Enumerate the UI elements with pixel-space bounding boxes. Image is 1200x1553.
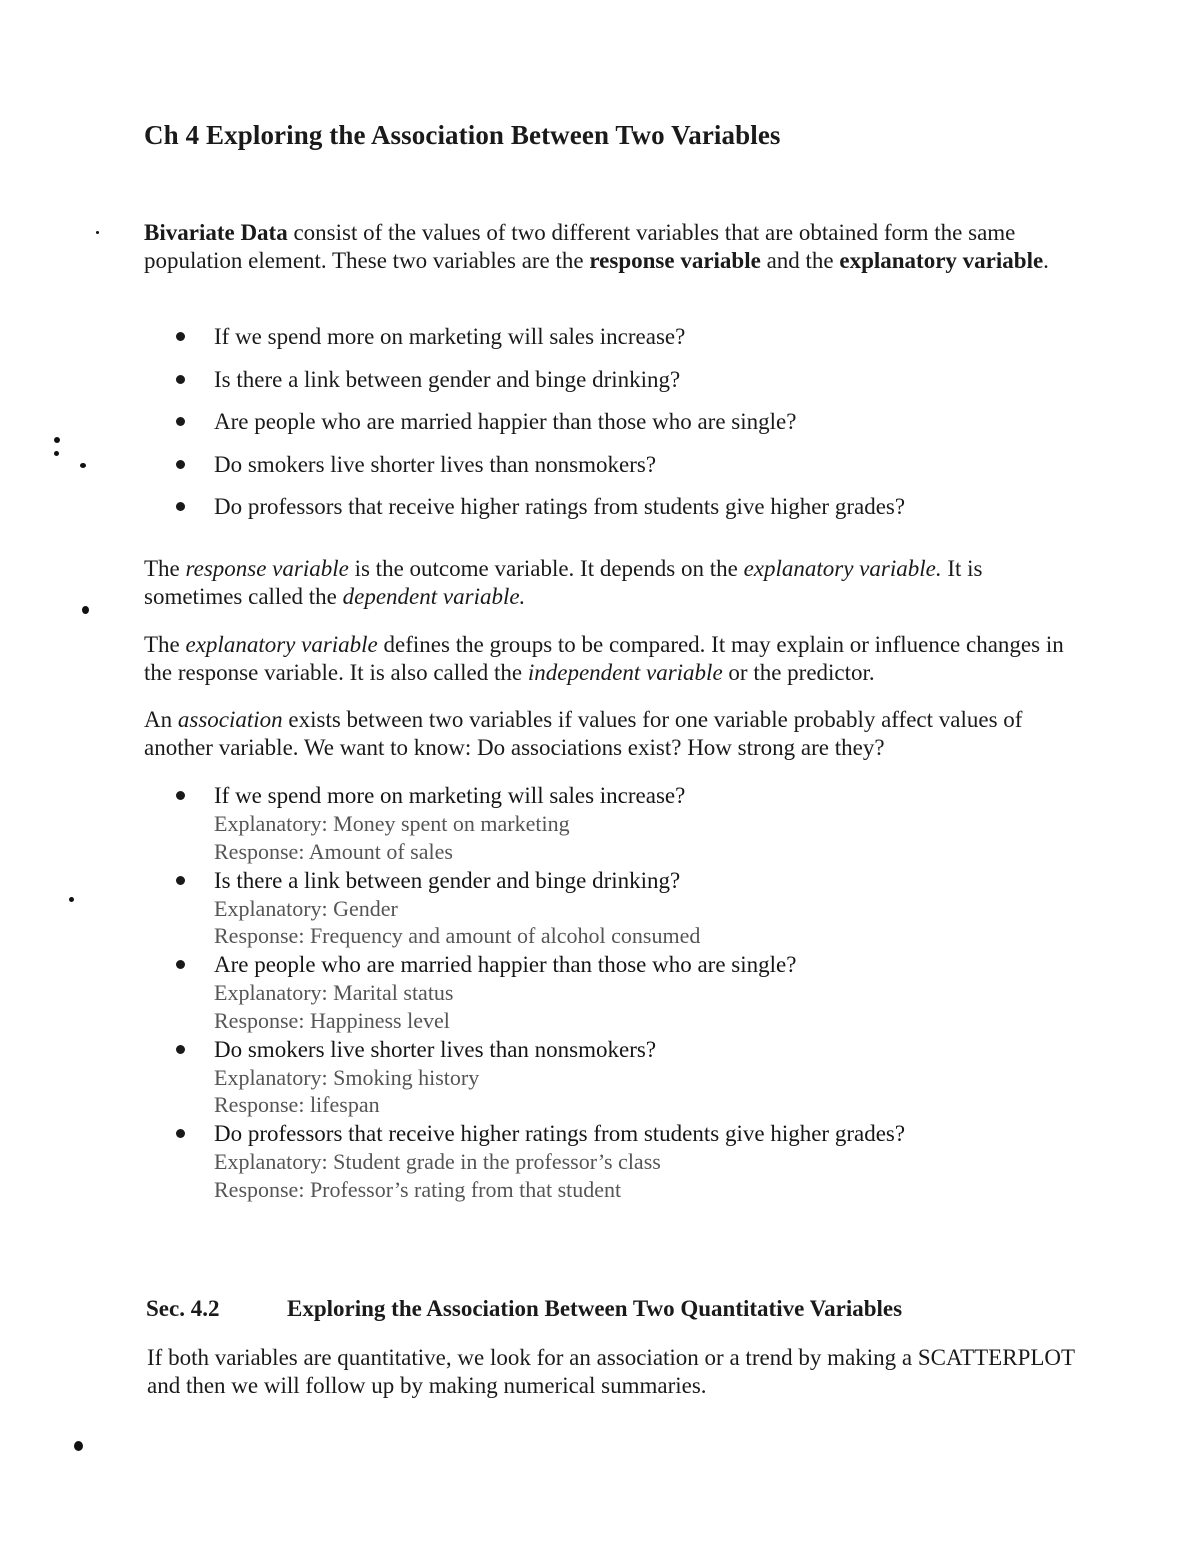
example-response: Response: Frequency and amount of alcohol consumed — [214, 923, 701, 948]
bullet-icon — [176, 876, 185, 885]
bullet-icon — [176, 375, 185, 384]
bullet-icon — [176, 1045, 185, 1054]
bullet-icon — [176, 332, 185, 341]
bivariate-definition — [144, 219, 1074, 275]
response-variable-paragraph — [144, 555, 1074, 611]
example-question: Do smokers live shorter lives than nonsmokers? — [214, 1036, 657, 1062]
response-variable-term: response variable — [589, 248, 761, 273]
list-item — [176, 1120, 905, 1205]
example-explanatory: Explanatory: Gender — [214, 895, 398, 921]
scan-speck — [54, 437, 60, 443]
example-explanatory: Explanatory: Smoking history — [214, 1064, 480, 1090]
section-paragraph: If both variables are quantitative, we look for an association or a trend by making a SCATTERPLOT and then we will follow up by making numerical summaries. — [147, 1345, 1075, 1398]
question-text: Do smokers live shorter lives than nonsmokers? — [214, 451, 657, 477]
section-title: Exploring the Association Between Two Quantitative Variables — [287, 1296, 903, 1321]
example-response: Response: Amount of sales — [214, 838, 453, 864]
explanatory-variable-paragraph — [144, 631, 1074, 687]
list-item — [176, 867, 905, 952]
text-run: defines the groups to be compared. It may explain or influence changes in the response variable. It is also called the — [144, 632, 1064, 685]
italic-term: association — [177, 707, 283, 732]
italic-term: independent variable — [527, 660, 723, 685]
section-heading — [146, 1296, 902, 1322]
italic-term: explanatory variable — [185, 632, 378, 657]
example-response: Response: Professor’s rating from that student — [214, 1176, 622, 1202]
italic-term: dependent variable. — [342, 584, 526, 609]
example-question: Do professors that receive higher ratings from students give higher grades? — [214, 1121, 906, 1146]
list-item — [176, 366, 905, 409]
scan-speck — [96, 231, 99, 234]
list-item — [176, 951, 905, 1036]
text-run: An — [144, 707, 178, 732]
example-explanatory: Explanatory: Student grade in the professor’s class — [214, 1149, 661, 1174]
text-run: or the predictor. — [722, 660, 875, 685]
bullet-icon — [176, 1129, 185, 1138]
italic-term: response variable — [185, 556, 349, 581]
bivariate-text-1: consist of the values of two different variables that are obtained form the same population element. These two variables are the — [144, 220, 1016, 273]
text-run: The — [144, 632, 186, 657]
example-question: Are people who are married happier than those who are single? — [214, 952, 797, 977]
list-item — [176, 323, 905, 366]
list-item — [176, 451, 905, 494]
example-response: Response: lifespan — [214, 1092, 380, 1117]
scan-speck — [54, 451, 59, 456]
scan-speck — [74, 1441, 83, 1451]
bullet-icon — [176, 960, 185, 969]
scan-speck — [82, 606, 89, 614]
text-run: It is sometimes called the — [144, 556, 983, 609]
list-item — [176, 493, 905, 536]
question-list — [176, 323, 905, 536]
section-number: Sec. 4.2 — [146, 1296, 220, 1321]
bivariate-term: Bivariate Data — [144, 220, 288, 245]
association-paragraph — [144, 706, 1074, 762]
italic-term: explanatory variable. — [743, 556, 942, 581]
example-explanatory: Explanatory: Marital status — [214, 980, 454, 1005]
bivariate-text-2: and the — [760, 248, 840, 273]
text-run: exists between two variables if values for one variable probably affect values of another variable. We want to know: Do associations exist? How strong are they? — [144, 707, 1023, 760]
example-question: Is there a link between gender and binge drinking? — [214, 867, 681, 893]
scan-speck — [69, 897, 74, 902]
example-list — [176, 782, 905, 1205]
example-response: Response: Happiness level — [214, 1007, 450, 1033]
text-run: is the outcome variable. It depends on the — [348, 556, 744, 581]
question-text: Is there a link between gender and binge drinking? — [214, 366, 681, 392]
bullet-icon — [176, 417, 185, 426]
page-title: Ch 4 Exploring the Association Between Two Variables — [144, 120, 781, 150]
example-question: If we spend more on marketing will sales increase? — [214, 783, 686, 808]
list-item — [176, 408, 905, 451]
explanatory-variable-term: explanatory variable — [839, 248, 1044, 273]
question-text: If we spend more on marketing will sales increase? — [214, 324, 686, 349]
list-item — [176, 782, 905, 867]
bivariate-text-3: . — [1043, 248, 1049, 273]
question-text: Do professors that receive higher ratings from students give higher grades? — [214, 494, 906, 519]
scan-speck — [80, 463, 86, 468]
bullet-icon — [176, 502, 185, 511]
bullet-icon — [176, 460, 185, 469]
example-explanatory: Explanatory: Money spent on marketing — [214, 811, 570, 836]
text-run: The — [144, 556, 186, 581]
bullet-icon — [176, 791, 185, 800]
question-text: Are people who are married happier than those who are single? — [214, 409, 797, 434]
list-item — [176, 1036, 905, 1121]
